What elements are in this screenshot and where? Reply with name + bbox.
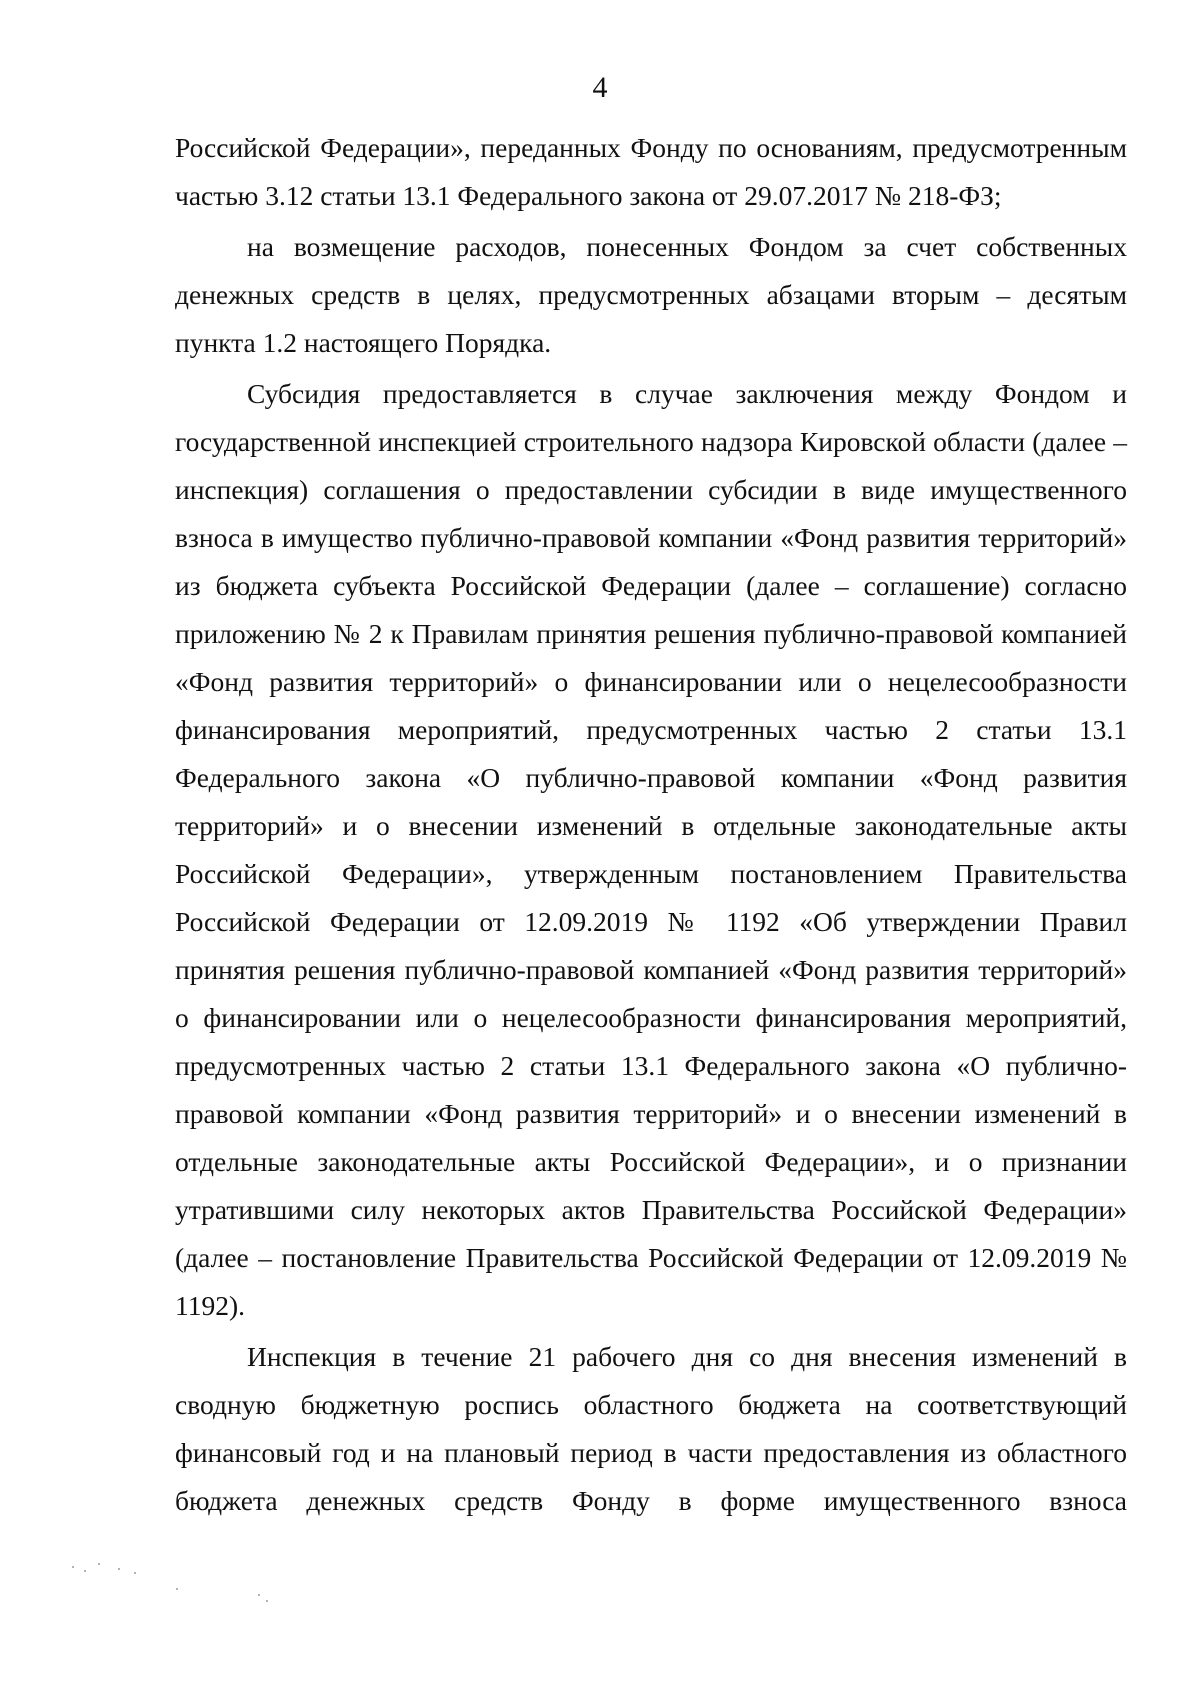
page-number: 4 — [592, 71, 608, 104]
scan-speck — [134, 1572, 136, 1574]
document-body — [175, 124, 1127, 1528]
scan-speck — [176, 1588, 178, 1590]
scan-speck — [84, 1570, 86, 1572]
paragraph-2: на возмещение расходов, понесенных Фондом за счет собственных денежных средств в целях, предусмотренных абзацами вторым – десятым пункта 1.2 настоящего Порядка. — [175, 231, 1127, 358]
scan-speck — [266, 1600, 268, 1602]
scan-speck — [118, 1568, 120, 1570]
scan-speck — [72, 1566, 74, 1568]
scan-speck — [98, 1563, 100, 1565]
paragraph-3: Субсидия предоставляется в случае заключения между Фондом и государственной инспекцией строительного надзора Кировской области (далее – инспекция) соглашения о предоставлении субсидии в виде имущественного взноса в имущество публично-правовой компании «Фонд развития территорий» из бюджета субъекта Российской Федерации (далее – соглашение) согласно приложению № 2 к Правилам принятия решения публично-правовой компанией «Фонд развития территорий» о финансировании или о нецелесообразности финансирования мероприятий, предусмотренных частью 2 статьи 13.1 Федерального закона «О публично-правовой компании «Фонд развития территорий» и о внесении изменений в отдельные законодательные акты Российской Федерации», утвержденным постановлением Правительства Российской Федерации от 12.09.2019 № 1192 «Об утверждении Правил принятия решения публично-правовой компанией «Фонд развития территорий» о финансировании или о нецелесообразности финансирования мероприятий, предусмотренных частью 2 статьи 13.1 Федерального закона «О публично-правовой компании «Фонд развития территорий» и о внесении изменений в отдельные законодательные акты Российской Федерации», и о признании утратившими силу некоторых актов Правительства Российской Федерации» (далее – постановление Правительства Российской Федерации от 12.09.2019 № 1192). — [175, 378, 1127, 1321]
paragraph-1: Российской Федерации», переданных Фонду по основаниям, предусмотренным частью 3.12 статьи 13.1 Федерального закона от 29.07.2017 № 218-ФЗ; — [175, 132, 1127, 211]
paragraph-4: Инспекция в течение 21 рабочего дня со дня внесения изменений в сводную бюджетную роспись областного бюджета на соответствующий финансовый год и на плановый период в части предоставления из областного бюджета денежных средств Фонду в форме имущественного взноса — [175, 1341, 1127, 1516]
scan-speck — [258, 1594, 260, 1596]
